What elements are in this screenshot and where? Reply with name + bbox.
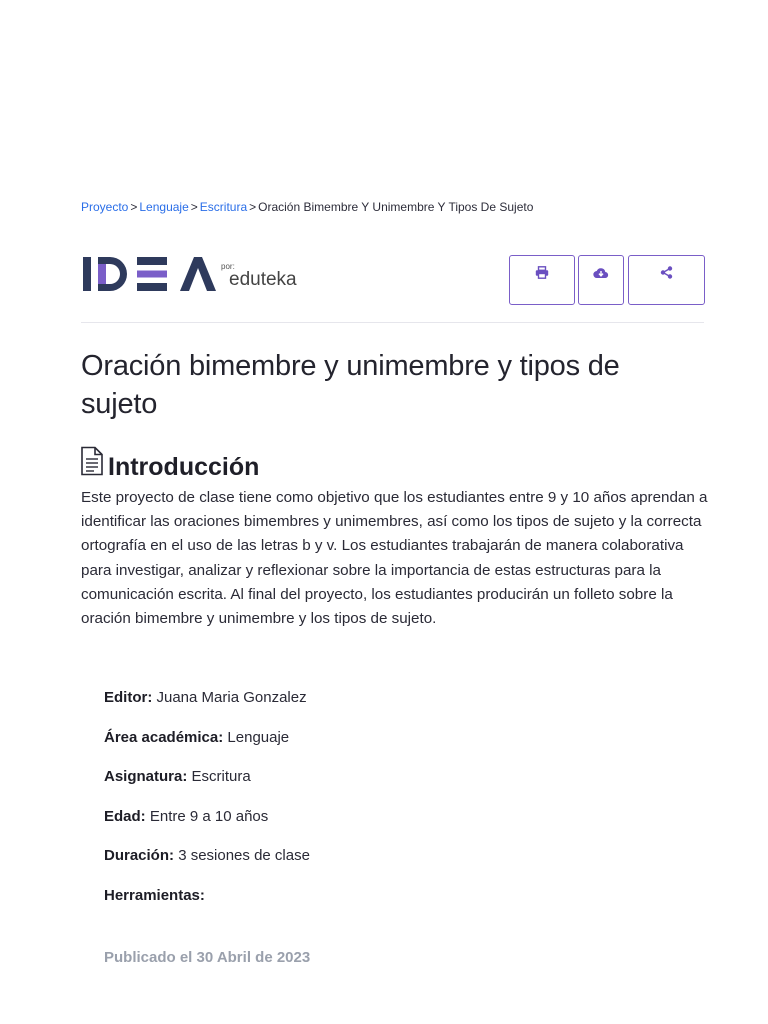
meta-label: Duración:	[104, 847, 175, 864]
document-icon	[80, 446, 104, 476]
meta-subject	[104, 765, 664, 805]
intro-body: Este proyecto de clase tiene como objetivo que los estudiantes entre 9 y 10 años aprendan a identificar las oraciones bimembres y unimembres, así como los tipos de sujeto y la correcta ortografía en el uso de las letras b y v. Los estudiantes trabajarán de manera colaborativa para investigar, analizar y reflexionar sobre la importancia de estas estructuras para la comunicación escrita. Al final del proyecto, los estudiantes producirán un folleto sobre la oración bimembre y unimembre y los tipos de sujeto.	[81, 489, 708, 628]
breadcrumb-link-lenguaje[interactable]: Lenguaje	[139, 200, 189, 214]
breadcrumb-separator: >	[130, 200, 138, 214]
breadcrumb-current: Oración Bimembre Y Unimembre Y Tipos De Sujeto	[258, 200, 534, 214]
meta-value: Escritura	[191, 768, 251, 785]
meta-value: Lenguaje	[227, 728, 290, 746]
meta-label: Área académica:	[104, 728, 224, 746]
meta-duration	[104, 844, 664, 884]
breadcrumb-separator: >	[190, 200, 198, 214]
meta-label: Herramientas:	[104, 886, 205, 904]
intro-heading-row	[80, 446, 260, 481]
meta-area	[104, 726, 664, 766]
print-icon	[535, 266, 549, 279]
header-divider	[81, 322, 704, 323]
published-date: Publicado el 30 Abril de 2023	[104, 949, 311, 966]
meta-value: Juana Maria Gonzalez	[156, 689, 307, 706]
breadcrumb-link-proyecto[interactable]: Proyecto	[81, 200, 129, 214]
print-button[interactable]	[509, 255, 575, 305]
meta-editor	[104, 686, 664, 726]
page-title: Oración bimembre y unimembre y tipos de sujeto	[81, 350, 620, 420]
meta-label: Edad:	[104, 807, 146, 825]
intro-heading: Introducción	[108, 453, 260, 481]
share-button[interactable]	[628, 255, 705, 305]
share-icon	[660, 266, 673, 279]
idea-eduteka-logo[interactable]	[82, 254, 322, 298]
meta-value: 3 sesiones de clase	[178, 847, 310, 864]
meta-tools	[104, 884, 664, 924]
meta-label: Asignatura:	[104, 768, 188, 785]
breadcrumb	[81, 199, 533, 215]
breadcrumb-link-escritura[interactable]: Escritura	[199, 200, 248, 214]
meta-value: Entre 9 a 10 años	[149, 807, 269, 825]
meta-age	[104, 805, 664, 845]
logo-partner: eduteka	[229, 269, 297, 290]
logo-por: por:	[221, 262, 235, 271]
logo-graphic	[82, 254, 322, 298]
download-button[interactable]	[578, 255, 624, 305]
meta-label: Editor:	[104, 689, 153, 706]
breadcrumb-separator: >	[249, 200, 257, 214]
project-metadata	[104, 686, 664, 923]
cloud-download-icon	[593, 266, 609, 279]
